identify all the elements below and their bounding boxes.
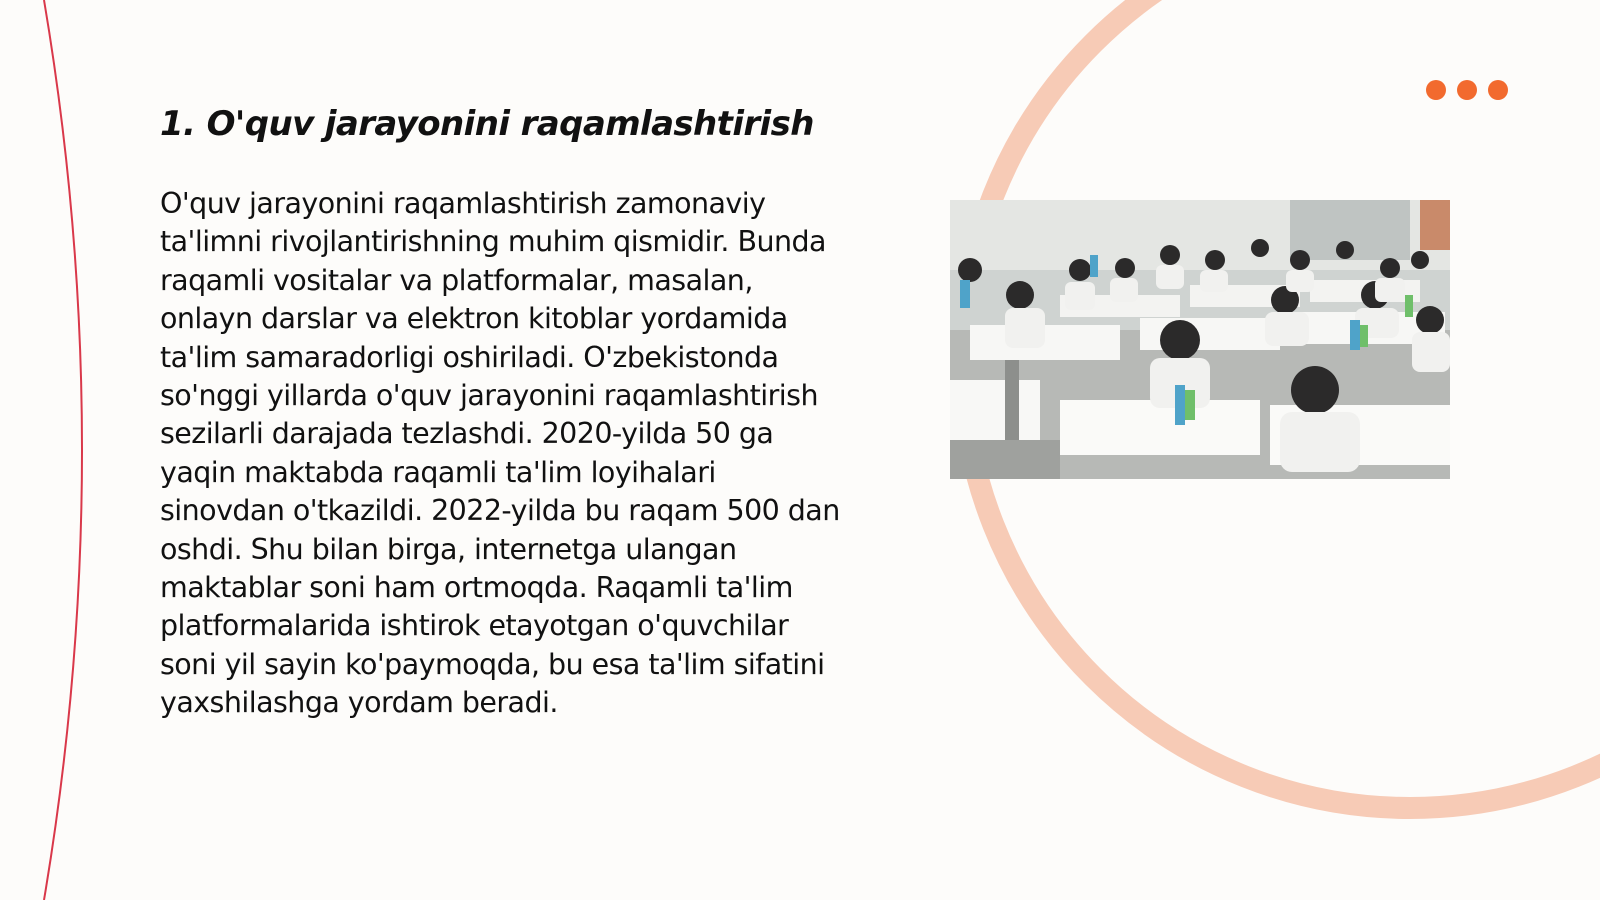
dot [1426, 80, 1446, 100]
classroom-photo [950, 200, 1450, 479]
left-curve-line [44, 0, 82, 900]
three-dots-icon [1426, 80, 1508, 100]
dot [1488, 80, 1508, 100]
slide-body-text: O'quv jarayonini raqamlashtirish zamonaviy ta'limni rivojlantirishning muhim qismidir. Bunda raqamli vositalar va platformalar, masalan, onlayn darslar va elektron kitoblar yordamida ta'lim samaradorligi oshiriladi. O'zbekistonda so'nggi yillarda o'quv jarayonini raqamlashtirish sezilarli darajada tezlashdi. 2020-yilda 50 ga yaqin maktabda raqamli ta'lim loyihalari sinovdan o'tkazildi. 2022-yilda bu raqam 500 dan oshdi. Shu bilan birga, internetga ulangan maktablar soni ham ortmoqda. Raqamli ta'lim platformalarida ishtirok etayotgan o'quvchilar soni yil sayin ko'paymoqda, bu esa ta'lim sifatini yaxshilashga yordam beradi. [160, 187, 840, 720]
slide-title: 1. O'quv jarayonini raqamlashtirish [160, 104, 814, 144]
dot [1457, 80, 1477, 100]
